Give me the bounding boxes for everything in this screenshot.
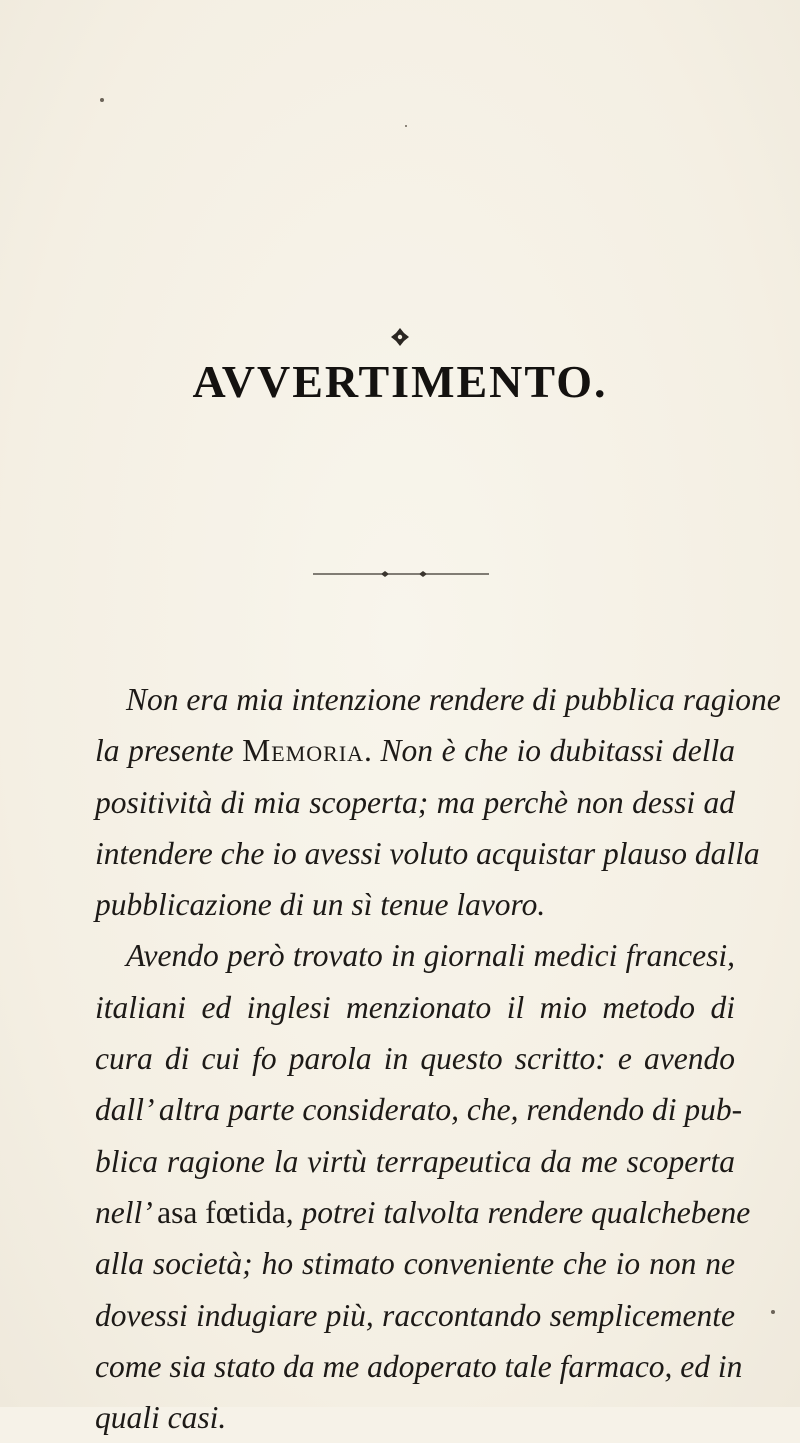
- text-segment: nell’: [95, 1194, 158, 1230]
- text-segment: Non è che io dubitassi della: [380, 733, 736, 769]
- text-line: [95, 674, 781, 725]
- text-segment: Avendo però trovato in giornali medici francesi,: [126, 938, 735, 974]
- text-segment: come sia stato da me adoperato tale farmaco, ed in: [95, 1348, 743, 1384]
- text-segment: dall’ altra parte considerato, che, rendendo di pub-: [95, 1092, 743, 1128]
- text-segment: Non era mia intenzione rendere di pubblica ragione: [126, 682, 781, 717]
- text-segment: alla società; ho stimato conveniente che io non ne: [95, 1246, 735, 1282]
- text-line: [95, 1033, 735, 1084]
- foreword-text: [95, 674, 781, 1443]
- text-line: [95, 1136, 735, 1187]
- text-line: [95, 930, 735, 981]
- text-segment: cura di cui fo parola in questo scritto: e avendo: [95, 1041, 735, 1077]
- printer-ornament-icon: [389, 326, 411, 348]
- text-segment: blica ragione la virtù terrapeutica da me scoperta: [95, 1143, 735, 1179]
- paragraph: [95, 930, 751, 1443]
- text-segment: Memoria: [242, 733, 365, 769]
- text-segment: pubblicazione di un sì tenue lavoro.: [95, 887, 546, 923]
- text-segment: asa fœtida: [157, 1194, 286, 1230]
- text-line: [95, 725, 735, 776]
- text-segment: , potrei talvolta rendere qualchebene: [285, 1194, 751, 1230]
- text-line: [95, 1187, 751, 1238]
- page-title: AVVERTIMENTO.: [192, 356, 608, 407]
- text-segment: quali casi.: [95, 1400, 227, 1436]
- text-line: [95, 879, 735, 930]
- text-line: [95, 1290, 735, 1341]
- text-line: [95, 1238, 735, 1289]
- text-line: [95, 982, 735, 1033]
- text-segment: italiani ed inglesi menzionato il mio metodo di: [95, 989, 735, 1025]
- text-line: [95, 1084, 743, 1135]
- text-segment: dovessi indugiare più, raccontando semplicemente: [95, 1297, 735, 1333]
- text-segment: intendere che io avessi voluto acquistar plauso dalla: [95, 835, 760, 871]
- text-segment: la presente: [95, 733, 243, 769]
- text-line: [95, 777, 735, 828]
- text-segment: positività di mia scoperta; ma perchè non dessi ad: [95, 784, 735, 820]
- text-line: [95, 1341, 743, 1392]
- decorative-rule: [311, 570, 491, 578]
- text-segment: .: [364, 733, 381, 769]
- paragraph: [95, 674, 781, 930]
- text-line: [95, 1392, 735, 1443]
- text-line: [95, 828, 760, 879]
